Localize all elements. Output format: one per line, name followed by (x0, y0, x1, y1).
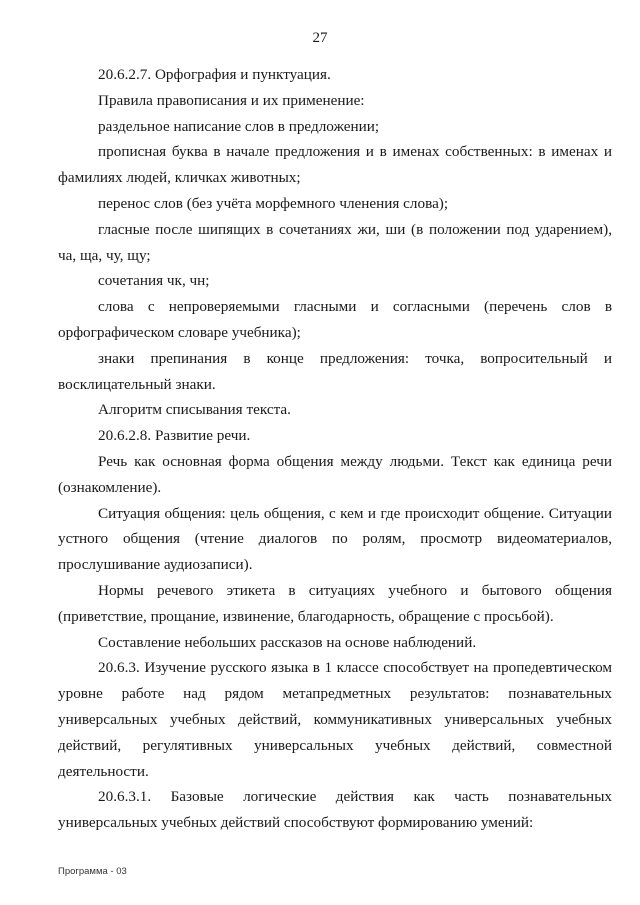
paragraph: 20.6.3.1. Базовые логические действия как часть познавательных универсальных учебных действий способствуют формированию умений: (58, 788, 612, 832)
section-heading-speech: 20.6.2.8. Развитие речи. (98, 427, 251, 445)
paragraph: сочетания чк, чн; (98, 272, 210, 290)
paragraph: Речь как основная форма общения между людьми. Текст как единица речи (ознакомление). (58, 452, 612, 496)
paragraph: 20.6.3. Изучение русского языка в 1 классе способствует на пропедевтическом уровне работе над рядом метапредметных результатов: познавательных универсальных учебных действий, коммуникативных универсальных учебных действий, регулятивных универсальных учебных действий, совместной деятельности. (58, 659, 612, 780)
paragraph: Алгоритм списывания текста. (98, 401, 291, 419)
paragraph: Составление небольших рассказов на основе наблюдений. (98, 633, 477, 651)
paragraph: Нормы речевого этикета в ситуациях учебного и бытового общения (приветствие, прощание, извинение, благодарность, обращение с просьбой). (58, 581, 612, 625)
paragraph: раздельное написание слов в предложении; (98, 117, 380, 135)
paragraph: слова с непроверяемыми гласными и согласными (перечень слов в орфографическом словаре учебника); (58, 298, 612, 341)
document-body (58, 62, 612, 836)
paragraph: гласные после шипящих в сочетаниях жи, ши (в положении под ударением), ча, ща, чу, щу; (58, 220, 612, 264)
footer-label: Программа - 03 (58, 866, 127, 877)
paragraph: знаки препинания в конце предложения: точка, вопросительный и восклицательный знаки. (58, 349, 612, 393)
paragraph: прописная буква в начале предложения и в именах собственных: в именах и фамилиях людей, кличках животных; (58, 143, 612, 187)
section-heading-orthography: 20.6.2.7. Орфография и пунктуация. (98, 66, 331, 83)
paragraph: Правила правописания и их применение: (98, 91, 365, 109)
paragraph: перенос слов (без учёта морфемного членения слова); (98, 194, 449, 212)
paragraph: Ситуация общения: цель общения, с кем и где происходит общение. Ситуации устного общения (чтение диалогов по ролям, просмотр видеоматериалов, прослушивание аудиозаписи). (58, 504, 612, 574)
page-number: 27 (312, 30, 328, 46)
